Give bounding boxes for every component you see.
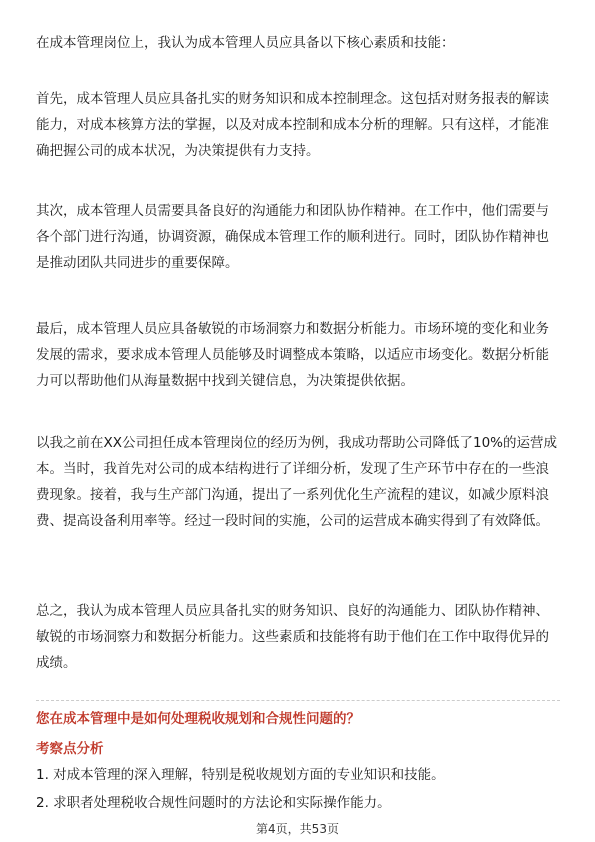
paragraph-last: 最后，成本管理人员应具备敏锐的市场洞察力和数据分析能力。市场环境的变化和业务发展的需求，要求成本管理人员能够及时调整成本策略，以适应市场变化。数据分析能力可以帮助他们从海量数据中找到关键信息，为决策提供依据。 [36,321,549,389]
question-heading: 您在成本管理中是如何处理税收规划和合规性问题的？ [36,711,360,727]
analysis-item: 2. 求职者处理税收合规性问题时的方法论和实际操作能力。 [36,795,391,811]
page-number: 第4页，共53页 [256,822,339,836]
paragraph-example: 以我之前在XX公司担任成本管理岗位的经历为例，我成功帮助公司降低了10%的运营成本。当时，我首先对公司的成本结构进行了详细分析，发现了生产环节中存在的一些浪费现象。接着，我与生产部门沟通，提出了一系列优化生产流程的建议，如减少原料浪费、提高设备利用率等。经过一段时间的实施，公司的运营成本确实得到了有效降低。 [36,435,558,529]
section-divider [36,700,560,701]
intro-paragraph: 在成本管理岗位上，我认为成本管理人员应具备以下核心素质和技能： [36,35,455,51]
paragraph-summary: 总之，我认为成本管理人员应具备扎实的财务知识、良好的沟通能力、团队协作精神、敏锐的市场洞察力和数据分析能力。这些素质和技能将有助于他们在工作中取得优异的成绩。 [36,603,549,671]
analysis-heading: 考察点分析 [36,741,104,757]
analysis-item: 1. 对成本管理的深入理解，特别是税收规划方面的专业知识和技能。 [36,767,445,783]
paragraph-second: 其次，成本管理人员需要具备良好的沟通能力和团队协作精神。在工作中，他们需要与各个部门进行沟通，协调资源，确保成本管理工作的顺利进行。同时，团队协作精神也是推动团队共同进步的重要保障。 [36,203,549,271]
paragraph-first: 首先，成本管理人员应具备扎实的财务知识和成本控制理念。这包括对财务报表的解读能力，对成本核算方法的掌握，以及对成本控制和成本分析的理解。只有这样，才能准确把握公司的成本状况，为决策提供有力支持。 [36,91,549,159]
